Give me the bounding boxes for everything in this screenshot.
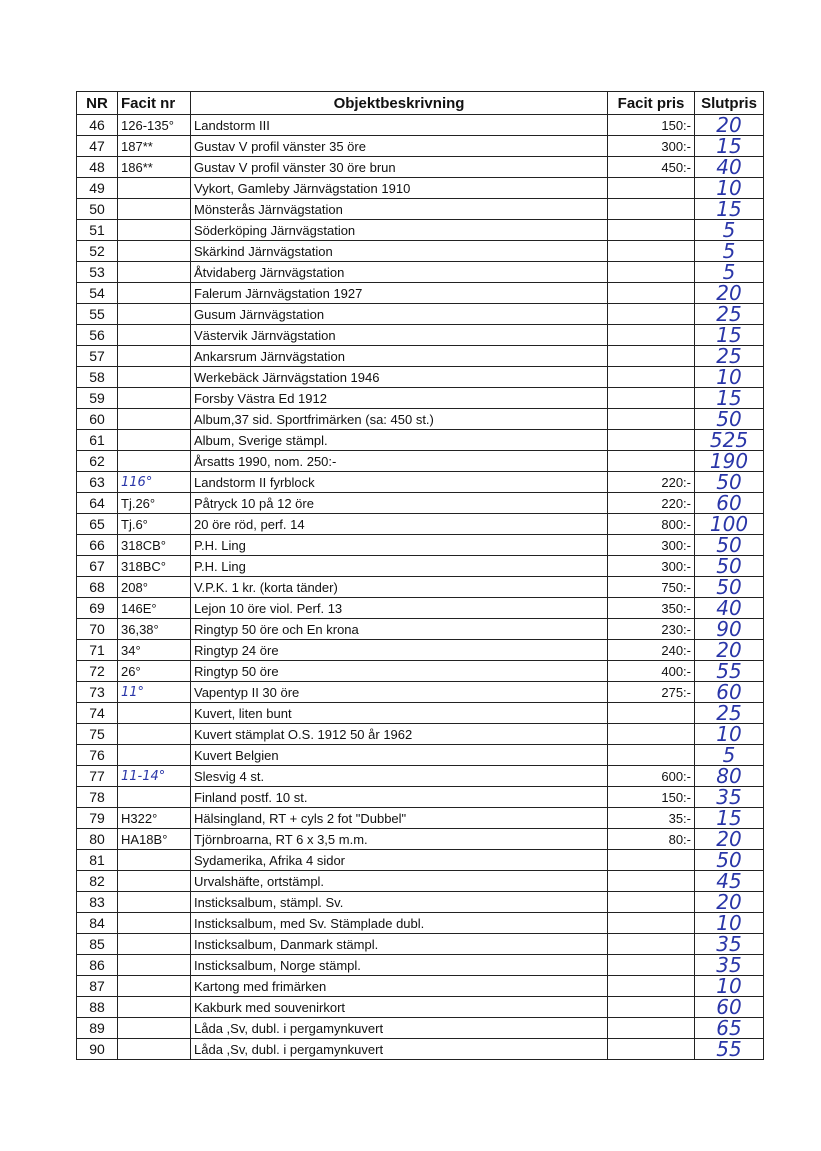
row-final-price: 35 [695,787,764,808]
table-row [77,829,764,850]
row-final-price: 45 [695,871,764,892]
row-facit-nr [118,409,191,430]
row-facit-nr: 11-14° [118,766,191,787]
row-nr: 71 [77,640,118,661]
row-description: Tjörnbroarna, RT 6 x 3,5 m.m. [191,829,608,850]
row-facit-price [608,850,695,871]
row-facit-price: 300:- [608,535,695,556]
row-facit-nr [118,430,191,451]
row-nr: 52 [77,241,118,262]
row-facit-nr: 34° [118,640,191,661]
table-row [77,934,764,955]
row-nr: 77 [77,766,118,787]
row-nr: 59 [77,388,118,409]
row-description: Forsby Västra Ed 1912 [191,388,608,409]
row-nr: 50 [77,199,118,220]
row-facit-price [608,703,695,724]
row-description: Kakburk med souvenirkort [191,997,608,1018]
row-facit-price [608,955,695,976]
table-body [77,115,764,1060]
row-description: Hälsingland, RT + cyls 2 fot "Dubbel" [191,808,608,829]
row-nr: 69 [77,598,118,619]
row-final-price: 35 [695,934,764,955]
row-final-price: 35 [695,955,764,976]
row-description: Sydamerika, Afrika 4 sidor [191,850,608,871]
row-description: Gustav V profil vänster 30 öre brun [191,157,608,178]
row-final-price: 50 [695,409,764,430]
row-final-price: 60 [695,493,764,514]
row-final-price: 25 [695,703,764,724]
header-description: Objektbeskrivning [191,92,608,115]
row-facit-nr [118,955,191,976]
table-row [77,640,764,661]
row-facit-price: 300:- [608,556,695,577]
row-facit-nr [118,850,191,871]
row-final-price: 525 [695,430,764,451]
row-nr: 80 [77,829,118,850]
row-facit-nr: Tj.26° [118,493,191,514]
row-description: Slesvig 4 st. [191,766,608,787]
row-description: Insticksalbum, med Sv. Stämplade dubl. [191,913,608,934]
row-facit-price [608,913,695,934]
header-facit-price: Facit pris [608,92,695,115]
table-row [77,136,764,157]
table-row [77,367,764,388]
row-facit-price [608,367,695,388]
row-description: Lejon 10 öre viol. Perf. 13 [191,598,608,619]
row-facit-nr [118,703,191,724]
row-final-price: 50 [695,472,764,493]
table-row [77,703,764,724]
row-description: Werkebäck Järnvägstation 1946 [191,367,608,388]
row-description: Västervik Järnvägstation [191,325,608,346]
row-nr: 81 [77,850,118,871]
row-facit-price [608,724,695,745]
row-facit-price: 35:- [608,808,695,829]
auction-results-table [76,91,764,1060]
row-description: Gustav V profil vänster 35 öre [191,136,608,157]
row-nr: 84 [77,913,118,934]
row-facit-price [608,283,695,304]
row-final-price: 50 [695,577,764,598]
row-facit-price: 600:- [608,766,695,787]
row-final-price: 5 [695,220,764,241]
row-facit-nr: 208° [118,577,191,598]
row-description: 20 öre röd, perf. 14 [191,514,608,535]
row-nr: 51 [77,220,118,241]
row-facit-nr: 186** [118,157,191,178]
row-facit-price [608,892,695,913]
row-facit-price: 150:- [608,787,695,808]
row-facit-nr: HA18B° [118,829,191,850]
row-description: Album,37 sid. Sportfrimärken (sa: 450 st.) [191,409,608,430]
row-final-price: 80 [695,766,764,787]
row-facit-nr: H322° [118,808,191,829]
row-final-price: 100 [695,514,764,535]
row-facit-nr: 36,38° [118,619,191,640]
row-final-price: 5 [695,745,764,766]
table-row [77,346,764,367]
row-nr: 67 [77,556,118,577]
row-final-price: 15 [695,136,764,157]
row-description: Påtryck 10 på 12 öre [191,493,608,514]
row-nr: 79 [77,808,118,829]
table-row [77,262,764,283]
row-facit-nr: 318CB° [118,535,191,556]
row-facit-price [608,199,695,220]
row-nr: 57 [77,346,118,367]
table-row [77,157,764,178]
row-facit-nr [118,787,191,808]
row-description: Ringtyp 50 öre [191,661,608,682]
row-facit-price [608,976,695,997]
row-final-price: 50 [695,535,764,556]
header-row [77,92,764,115]
row-nr: 86 [77,955,118,976]
row-nr: 75 [77,724,118,745]
row-description: Kuvert stämplat O.S. 1912 50 år 1962 [191,724,608,745]
row-facit-nr: 116° [118,472,191,493]
row-final-price: 10 [695,913,764,934]
row-nr: 46 [77,115,118,136]
row-facit-nr [118,1039,191,1060]
row-facit-price [608,220,695,241]
table-row [77,199,764,220]
row-nr: 65 [77,514,118,535]
row-description: Landstorm II fyrblock [191,472,608,493]
table-row [77,325,764,346]
row-facit-price: 220:- [608,493,695,514]
row-facit-price [608,262,695,283]
row-facit-price [608,430,695,451]
row-facit-price: 240:- [608,640,695,661]
row-final-price: 55 [695,661,764,682]
row-facit-nr [118,304,191,325]
row-description: P.H. Ling [191,556,608,577]
row-description: Insticksalbum, Norge stämpl. [191,955,608,976]
row-facit-nr [118,367,191,388]
row-final-price: 5 [695,262,764,283]
row-facit-nr [118,220,191,241]
row-facit-nr [118,913,191,934]
row-facit-price [608,325,695,346]
row-description: Gusum Järnvägstation [191,304,608,325]
row-facit-price: 350:- [608,598,695,619]
table-row [77,115,764,136]
row-final-price: 20 [695,640,764,661]
row-description: V.P.K. 1 kr. (korta tänder) [191,577,608,598]
row-description: Insticksalbum, stämpl. Sv. [191,892,608,913]
table-row [77,304,764,325]
row-nr: 62 [77,451,118,472]
row-facit-nr [118,283,191,304]
row-description: Låda ,Sv, dubl. i pergamynkuvert [191,1039,608,1060]
table-row [77,913,764,934]
row-nr: 70 [77,619,118,640]
table-row [77,598,764,619]
row-nr: 73 [77,682,118,703]
row-nr: 63 [77,472,118,493]
row-final-price: 15 [695,325,764,346]
table-row [77,535,764,556]
row-nr: 55 [77,304,118,325]
row-facit-nr [118,262,191,283]
row-nr: 88 [77,997,118,1018]
row-description: Landstorm III [191,115,608,136]
row-final-price: 60 [695,682,764,703]
row-nr: 83 [77,892,118,913]
row-final-price: 190 [695,451,764,472]
row-nr: 58 [77,367,118,388]
row-facit-nr [118,892,191,913]
row-facit-price: 300:- [608,136,695,157]
table-row [77,493,764,514]
row-final-price: 10 [695,724,764,745]
row-final-price: 20 [695,892,764,913]
row-facit-price: 750:- [608,577,695,598]
row-final-price: 90 [695,619,764,640]
table-row [77,997,764,1018]
row-nr: 82 [77,871,118,892]
row-facit-price: 80:- [608,829,695,850]
row-facit-nr: 318BC° [118,556,191,577]
table-row [77,556,764,577]
row-description: Finland postf. 10 st. [191,787,608,808]
row-final-price: 10 [695,367,764,388]
row-nr: 47 [77,136,118,157]
row-facit-price: 230:- [608,619,695,640]
row-description: Skärkind Järnvägstation [191,241,608,262]
row-facit-nr [118,976,191,997]
row-final-price: 15 [695,199,764,220]
row-description: Album, Sverige stämpl. [191,430,608,451]
row-nr: 60 [77,409,118,430]
row-facit-nr: 126-135° [118,115,191,136]
row-facit-nr: 146E° [118,598,191,619]
table-row [77,241,764,262]
row-description: Åtvidaberg Järnvägstation [191,262,608,283]
row-nr: 90 [77,1039,118,1060]
row-description: Urvalshäfte, ortstämpl. [191,871,608,892]
row-facit-price [608,388,695,409]
row-facit-price [608,304,695,325]
row-final-price: 60 [695,997,764,1018]
row-final-price: 20 [695,283,764,304]
row-nr: 76 [77,745,118,766]
row-facit-price [608,451,695,472]
header-nr: NR [77,92,118,115]
row-final-price: 10 [695,178,764,199]
row-nr: 89 [77,1018,118,1039]
row-facit-price [608,934,695,955]
table-row [77,892,764,913]
row-nr: 87 [77,976,118,997]
row-facit-nr [118,871,191,892]
row-nr: 61 [77,430,118,451]
row-facit-nr: Tj.6° [118,514,191,535]
table-row [77,1018,764,1039]
row-facit-nr [118,325,191,346]
row-facit-nr [118,724,191,745]
row-description: Kuvert, liten bunt [191,703,608,724]
row-description: Söderköping Järnvägstation [191,220,608,241]
table-row [77,472,764,493]
row-facit-nr: 187** [118,136,191,157]
row-facit-price: 150:- [608,115,695,136]
row-facit-nr [118,1018,191,1039]
table-row [77,955,764,976]
row-description: Kuvert Belgien [191,745,608,766]
table-row [77,409,764,430]
header-facit-nr: Facit nr [118,92,191,115]
row-facit-nr [118,346,191,367]
row-facit-nr [118,388,191,409]
table-row [77,871,764,892]
row-facit-price: 800:- [608,514,695,535]
row-final-price: 15 [695,388,764,409]
row-facit-price [608,346,695,367]
row-final-price: 40 [695,157,764,178]
row-facit-price [608,871,695,892]
row-facit-nr [118,934,191,955]
table-row [77,808,764,829]
row-final-price: 40 [695,598,764,619]
row-final-price: 20 [695,829,764,850]
row-nr: 66 [77,535,118,556]
row-final-price: 20 [695,115,764,136]
table-row [77,766,764,787]
row-facit-nr [118,241,191,262]
row-facit-nr [118,451,191,472]
table-row [77,577,764,598]
table-row [77,430,764,451]
row-description: Ringtyp 50 öre och En krona [191,619,608,640]
row-facit-price [608,745,695,766]
row-description: Mönsterås Järnvägstation [191,199,608,220]
row-facit-nr: 11° [118,682,191,703]
table-row [77,787,764,808]
table-row [77,745,764,766]
row-facit-nr [118,745,191,766]
row-final-price: 55 [695,1039,764,1060]
row-nr: 48 [77,157,118,178]
row-description: Årsatts 1990, nom. 250:- [191,451,608,472]
table-row [77,850,764,871]
row-description: P.H. Ling [191,535,608,556]
row-final-price: 25 [695,304,764,325]
table-row [77,220,764,241]
row-description: Falerum Järnvägstation 1927 [191,283,608,304]
table-row [77,388,764,409]
row-nr: 54 [77,283,118,304]
row-nr: 85 [77,934,118,955]
table-row [77,619,764,640]
row-facit-price [608,241,695,262]
row-nr: 49 [77,178,118,199]
row-facit-nr [118,178,191,199]
row-final-price: 65 [695,1018,764,1039]
row-facit-price: 450:- [608,157,695,178]
row-nr: 68 [77,577,118,598]
header-final-price: Slutpris [695,92,764,115]
row-facit-nr [118,997,191,1018]
row-description: Ankarsrum Järnvägstation [191,346,608,367]
row-facit-price [608,997,695,1018]
row-facit-price [608,1018,695,1039]
table-row [77,283,764,304]
table-row [77,976,764,997]
table-row [77,661,764,682]
row-facit-price [608,409,695,430]
row-facit-price: 220:- [608,472,695,493]
row-final-price: 15 [695,808,764,829]
row-final-price: 50 [695,556,764,577]
row-description: Kartong med frimärken [191,976,608,997]
table-row [77,724,764,745]
row-nr: 78 [77,787,118,808]
row-nr: 56 [77,325,118,346]
row-nr: 53 [77,262,118,283]
row-facit-price [608,1039,695,1060]
table-row [77,514,764,535]
row-final-price: 5 [695,241,764,262]
row-description: Vykort, Gamleby Järnvägstation 1910 [191,178,608,199]
table-row [77,451,764,472]
row-description: Låda ,Sv, dubl. i pergamynkuvert [191,1018,608,1039]
row-description: Insticksalbum, Danmark stämpl. [191,934,608,955]
row-description: Ringtyp 24 öre [191,640,608,661]
row-nr: 64 [77,493,118,514]
table-row [77,178,764,199]
row-description: Vapentyp II 30 öre [191,682,608,703]
row-final-price: 10 [695,976,764,997]
table-row [77,1039,764,1060]
row-facit-price [608,178,695,199]
row-final-price: 25 [695,346,764,367]
row-final-price: 50 [695,850,764,871]
row-facit-nr: 26° [118,661,191,682]
table-row [77,682,764,703]
row-nr: 72 [77,661,118,682]
row-nr: 74 [77,703,118,724]
row-facit-price: 275:- [608,682,695,703]
row-facit-nr [118,199,191,220]
row-facit-price: 400:- [608,661,695,682]
